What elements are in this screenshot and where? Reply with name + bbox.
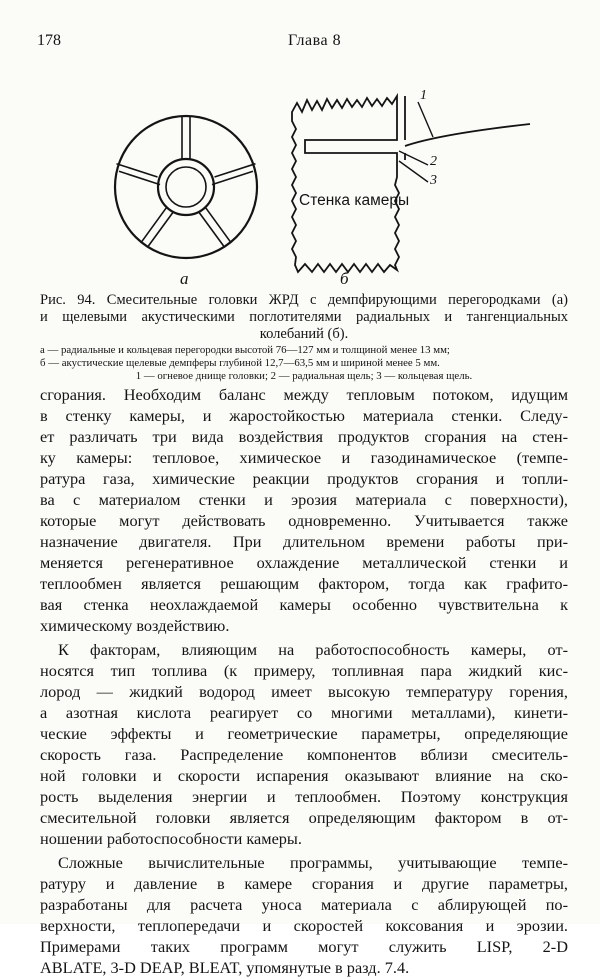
callout-3: 3 xyxy=(430,173,437,188)
text-line: смесительной головки является определяющим фактором в от- xyxy=(40,808,568,827)
text-line: ратура газа, химические реакции продуктов сгорания и топли- xyxy=(40,469,568,488)
panel-a-injector xyxy=(115,116,257,258)
caption-line: и щелевыми акустическими поглотителями радиальных и тангенциальных xyxy=(40,309,568,325)
text-line: вая стенка неохлаждаемой камеры особенно чувствительна к xyxy=(40,595,568,614)
wall-outline xyxy=(292,96,399,272)
text-line: в стенку камеры, и жаростойкостью материала стенки. Следу- xyxy=(40,406,568,425)
legend-line: а — радиальные и кольцевая перегородки высотой 76—127 мм и толщиной менее 13 мм; xyxy=(40,344,450,356)
text-line: ABLATE, 3-D DEAP, BLEAT, упомянутые в разд. 7.4. xyxy=(40,958,410,977)
figure-caption xyxy=(40,292,568,343)
text-line: скорость газа. Распределение компонентов вблизи смеситель- xyxy=(40,745,568,764)
callout-1-leader xyxy=(418,102,433,137)
paragraph xyxy=(40,384,568,636)
text-line: лород — жидкий водород имеет высокую температуру горения, xyxy=(40,682,568,701)
text-line: К факторам, влияющим на работоспособность камеры, от- xyxy=(58,640,568,659)
page-number: 178 xyxy=(37,32,61,49)
text-line: теплообмен является решающим фактором, тогда как графито- xyxy=(40,574,568,593)
text-line: ношении работоспособности камеры. xyxy=(40,829,302,848)
callout-2-leader xyxy=(399,151,428,165)
callout-1: 1 xyxy=(420,88,427,103)
callout-2: 2 xyxy=(430,154,437,169)
text-line: ратуру и давление в камере сгорания и другие параметры, xyxy=(40,874,568,893)
caption-label: Рис. 94. xyxy=(40,292,96,308)
text-line: Сложные вычислительные программы, учитывающие темпе- xyxy=(58,853,568,872)
text-line: которые могут действовать одновременно. Учитывается также xyxy=(40,511,568,530)
figure-94 xyxy=(0,0,600,300)
figure-drawing xyxy=(0,0,600,300)
text-line: ку камеры: тепловое, химическое и газодинамическое (темпе- xyxy=(40,448,568,467)
text-line: рость выделения энергии и теплообмен. Поэтому конструкция xyxy=(40,787,568,806)
text-line: сгорания. Необходим баланс между тепловым потоком, идущим xyxy=(40,385,568,404)
caption-line: Смесительные головки ЖРД с демпфирующими перегородками (а) xyxy=(106,292,568,308)
legend-line: 1 — огневое днище головки; 2 — радиальная щель; 3 — кольцевая щель. xyxy=(135,370,473,382)
text-line: ческие эффекты и геометрические параметры, определяющие xyxy=(40,724,568,743)
text-line: химическому воздействию. xyxy=(40,616,230,635)
text-line: а азотная кислота реагирует со многими металлами), кинети- xyxy=(40,703,568,722)
injector-face-line xyxy=(405,124,530,146)
text-line: ной головки и скорости испарения оказывают влияние на ско- xyxy=(40,766,568,785)
body-text xyxy=(40,384,568,978)
paragraph xyxy=(40,852,568,978)
inner-hub-edge xyxy=(166,167,206,207)
text-line: верхности, теплопередачи и скоростей коксования и эрозии. xyxy=(40,916,568,935)
panel-b-label: б xyxy=(340,269,349,288)
panel-b-chamber-wall xyxy=(292,96,530,272)
text-line: разработаны для расчета уноса материала с аблирующей по- xyxy=(40,895,568,914)
text-line: назначение двигателя. При длительном времени работы при- xyxy=(40,532,568,551)
paragraph xyxy=(40,639,568,849)
text-line: ва с материалом стенки и эрозия материала с поверхности), xyxy=(40,490,568,509)
legend-line: б — акустические щелевые демпферы глубиной 12,7—63,5 мм и шириной менее 5 мм. xyxy=(40,357,440,369)
wall-label: Стенка камеры xyxy=(299,192,410,209)
text-line: меняется регенеративное охлаждение металлической стенки и xyxy=(40,553,568,572)
panel-a-label: а xyxy=(180,269,189,288)
text-line: носятся тип топлива (к примеру, топливная пара жидкий кис- xyxy=(40,661,568,680)
text-line: Примерами таких программ могут служить LISP, 2-D xyxy=(40,937,568,956)
caption-line: колебаний (б). xyxy=(259,326,349,342)
callout-3-leader xyxy=(399,161,428,182)
text-line: ет различать три вида воздействия продуктов сгорания на стен- xyxy=(40,427,568,446)
outer-ring-edge xyxy=(115,116,257,258)
running-head: Глава 8 xyxy=(288,32,342,49)
